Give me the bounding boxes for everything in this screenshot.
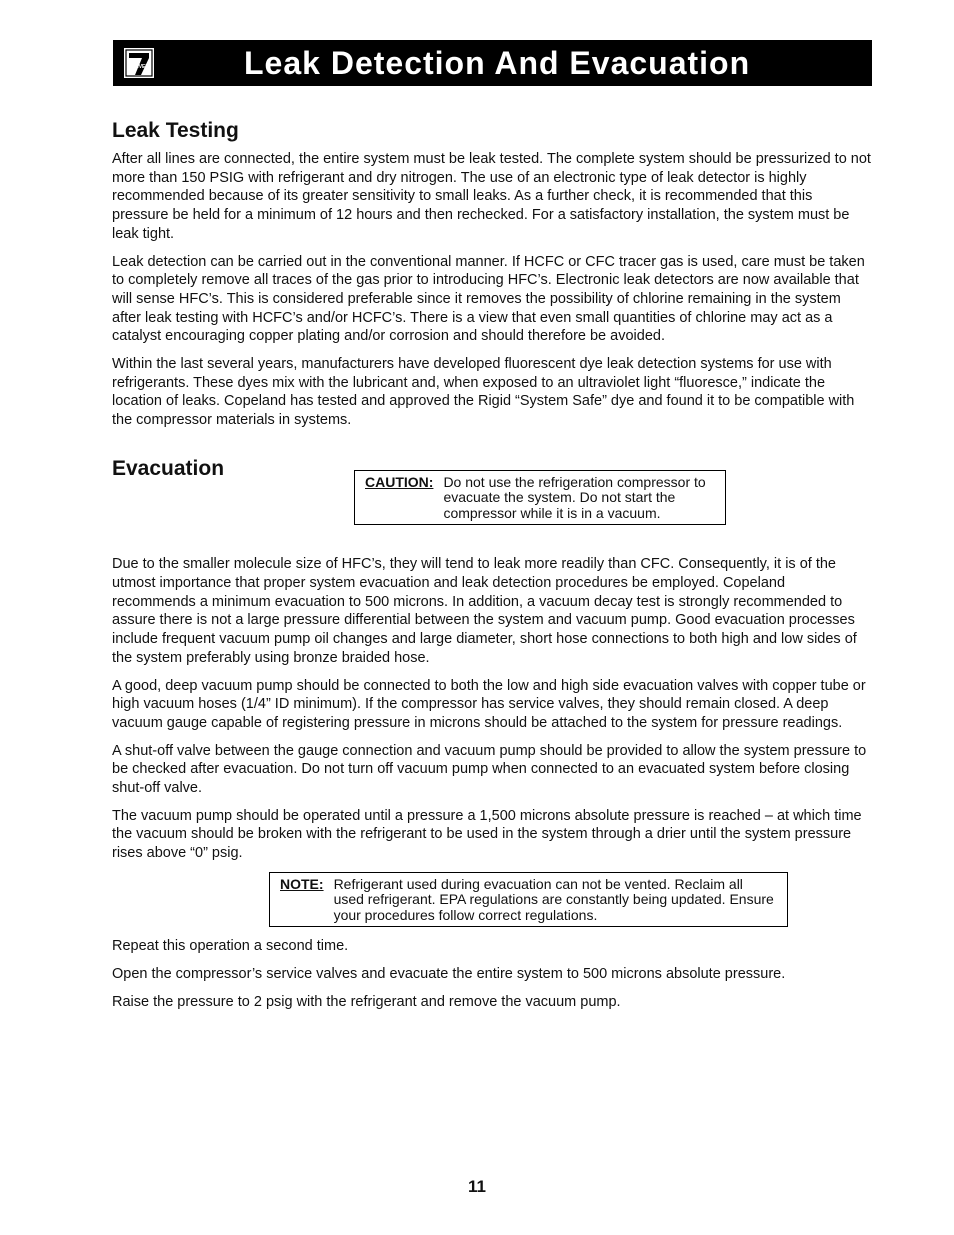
paragraph: Raise the pressure to 2 psig with the refrigerant and remove the vacuum pump. [112, 993, 621, 1010]
evacuation-heading: Evacuation [112, 456, 225, 480]
page-number: 11 [468, 1177, 486, 1196]
caution-text: Do not use the refrigeration compressor to evacuate the system. Do not start the compressor while it is in a vacuum. [443, 473, 706, 521]
paragraph: The vacuum pump should be operated until a pressure a 1,500 microns absolute pressure is reached – at which time the vacuum should be broken with the refrigerant to be used in the system through a drier until the system pressure rises above “0” psig. [112, 807, 862, 862]
note-text: Refrigerant used during evacuation can not be vented. Reclaim all used refrigerant. EPA regulations are constantly being updated. Ensure your procedures follow correct regulations. [333, 875, 774, 923]
leak-testing-section [112, 118, 872, 430]
svg-text:ELEVEN: ELEVEN [128, 64, 150, 70]
paragraph: After all lines are connected, the entire system must be leak tested. The complete system should be pressurized to not more than 150 PSIG with refrigerant and dry nitrogen. The use of an electronic type of leak detector is highly recommended because of its greater sensitivity to small leaks. As a further check, it is recommended that this pressure be held for a minimum of 12 hours and then rechecked. For a satisfactory installation, the system must be leak tight. [112, 151, 871, 242]
paragraph: Leak detection can be carried out in the conventional manner. If HCFC or CFC tracer gas is used, care must be taken to completely remove all traces of the gas prior to introducing HFC’s. Electronic leak detectors are now available that will sense HFC’s. This is considered preferable since it removes the possibility of chlorine remaining in the system after leak testing with HCFC’s and/or HCFC’s. There is a view that even small quantities of chlorine may act as a catalyst encouraging copper plating and/or corrosion and should therefore be avoided. [112, 253, 865, 345]
caution-box [354, 470, 726, 526]
main-content [112, 118, 872, 1021]
paragraph: Repeat this operation a second time. [112, 938, 349, 955]
title-banner [113, 40, 872, 86]
evacuation-section [112, 456, 872, 1012]
caution-label: CAUTION: [365, 473, 434, 490]
seven-eleven-logo-icon [120, 44, 158, 82]
paragraph: Within the last several years, manufacturers have developed fluorescent dye leak detection systems for use with refrigerants. These dyes mix with the lubricant and, when exposed to an ultraviolet light “fluoresce,” indicate the location of leaks. Copeland has tested and approved the Rigid “System Safe” dye and found it to be compatible with the compressor materials in systems. [112, 356, 855, 429]
note-box [269, 872, 788, 928]
paragraph: Open the compressor’s service valves and evacuate the entire system to 500 microns absolute pressure. [112, 966, 786, 983]
paragraph: A good, deep vacuum pump should be connected to both the low and high side evacuation valves with copper tube or high vacuum hoses (1/4” ID minimum). If the compressor has service valves, they should remain closed. A deep vacuum gauge capable of registering pressure in microns should be attached to the system for pressure readings. [112, 677, 866, 731]
page-title: Leak Detection And Evacuation [244, 45, 751, 81]
paragraph: A shut-off valve between the gauge connection and vacuum pump should be provided to allow the system pressure to be checked after evacuation. Do not turn off vacuum pump when connected to an evacuated system before closing shut-off valve. [112, 742, 867, 797]
paragraph: Due to the smaller molecule size of HFC’s, they will tend to leak more readily than CFC. Consequently, it is of the utmost importance that proper system evacuation and leak detection procedures be employed. Copeland recommends a minimum evacuation to 500 microns. In addition, a vacuum decay test is strongly recommended to assure there is not a large pressure differential between the system and vacuum pump. Good evacuation processes include frequent vacuum pump oil changes and large diameter, short hose connections to both high and low sides of the system preferably using bronze braided hose. [112, 556, 857, 666]
leak-testing-heading: Leak Testing [112, 119, 239, 142]
note-label: NOTE: [280, 875, 324, 892]
